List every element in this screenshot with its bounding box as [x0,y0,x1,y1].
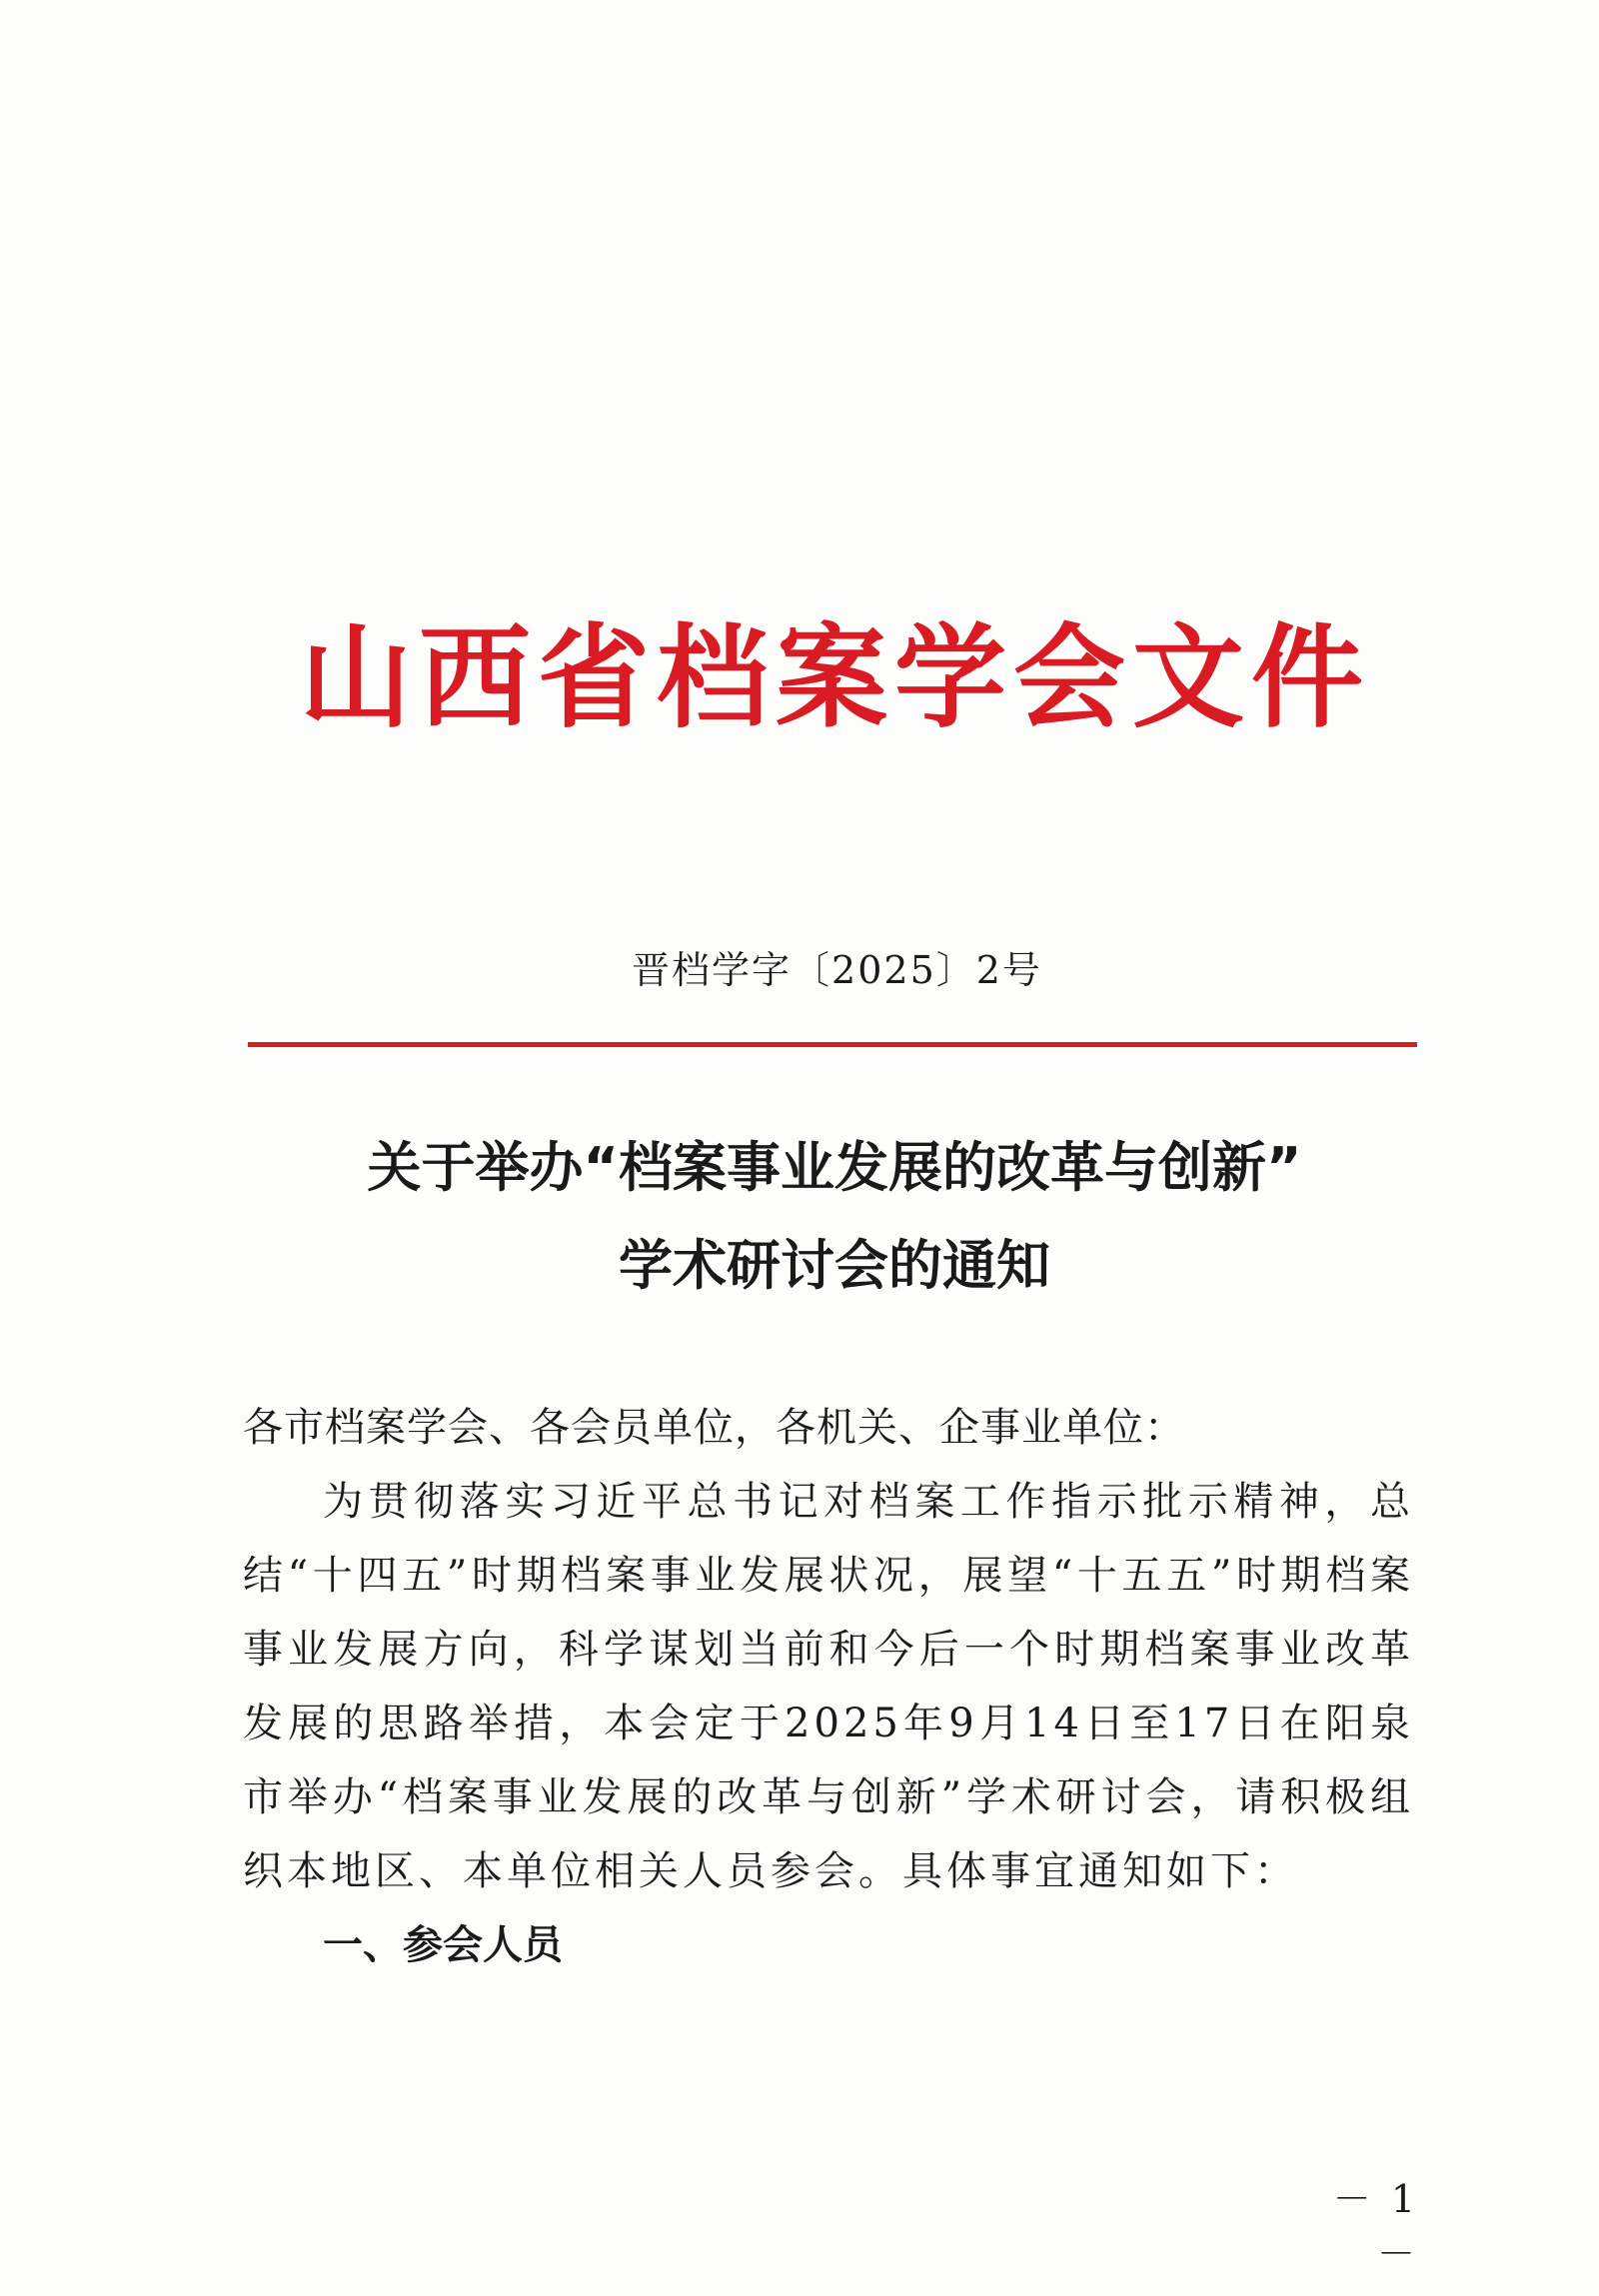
document-number: 晋档学字〔2025〕2号 [632,948,1042,992]
body-paragraph: 为贯彻落实习近平总书记对档案工作指示批示精神，总结“十四五”时期档案事业发展状况，展望“十五五”时期档案事业发展方向，科学谋划当前和今后一个时期档案事业改革发展的思路举措，本会定于2025年9月14日至17日在阳泉市举办“档案事业发展的改革与创新”学术研讨会，请积极组织本地区、本单位相关人员参会。具体事宜通知如下： [243,1479,1414,1894]
addressee-line: 各市档案学会、各会员单位，各机关、企事业单位： [243,1405,1185,1451]
notice-title-line-2: 学术研讨会的通知 [619,1234,1050,1297]
page-number: － 1 － [1332,2177,1419,2276]
notice-title-line-1: 关于举办“档案事业发展的改革与创新” [367,1136,1302,1199]
notice-body [243,1391,1414,1982]
notice-title [240,1119,1429,1315]
section-heading: 一、参会人员 [323,1922,563,1968]
red-divider-line [248,1042,1417,1047]
document-header-title: 山西省档案学会文件 [300,613,1370,743]
